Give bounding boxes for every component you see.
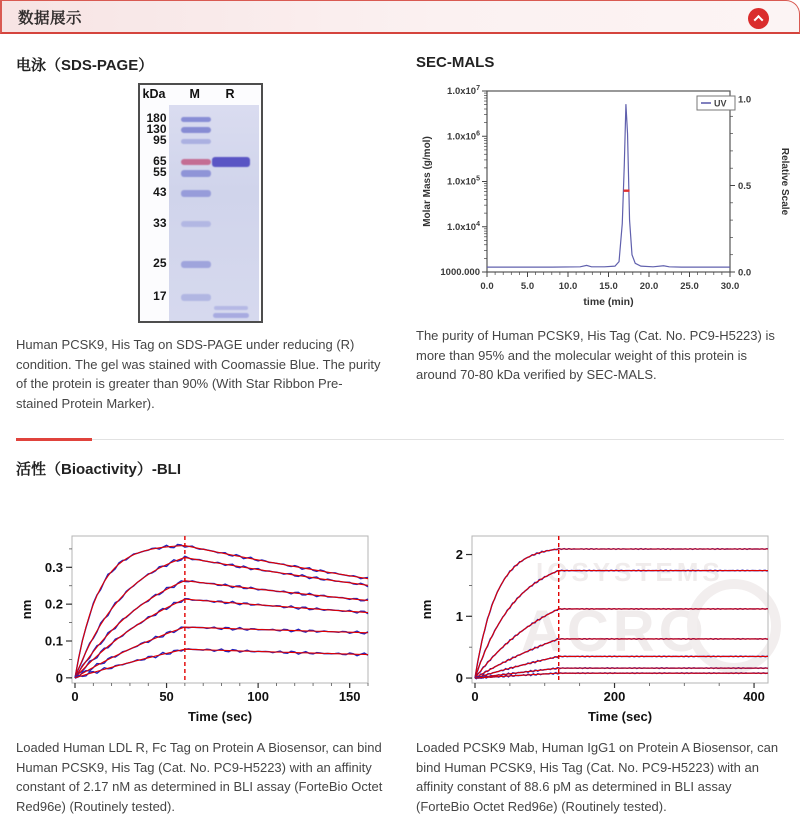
- sds-page-gel-figure: [138, 83, 263, 323]
- bli-ldlr-chart: [16, 521, 400, 727]
- svg-text:0.2: 0.2: [44, 596, 63, 612]
- gel-marker-band: [181, 139, 211, 144]
- svg-text:nm: nm: [419, 599, 434, 620]
- gel-marker-band: [181, 170, 211, 177]
- svg-text:0.0: 0.0: [738, 267, 752, 279]
- divider-red-accent: [16, 438, 92, 441]
- svg-text:time (min): time (min): [583, 296, 634, 308]
- svg-text:15.0: 15.0: [599, 281, 618, 292]
- svg-text:UV: UV: [714, 98, 727, 109]
- gel-marker-band: [181, 261, 211, 268]
- svg-text:Molar Mass (g/mol): Molar Mass (g/mol): [422, 136, 433, 227]
- sds-page-caption: Human PCSK9, His Tag on SDS-PAGE under reducing (R) condition. The gel was stained with Coomassie Blue. The purity of the protein is greater than 90% (With Star Ribbon Pre-stained Protein Marker).: [16, 337, 381, 411]
- svg-text:50: 50: [159, 689, 174, 704]
- sec-mals-section-title: SEC-MALS: [416, 54, 495, 71]
- bli-ldlr-figure: [16, 521, 384, 732]
- gel-sample-band: [214, 306, 248, 310]
- svg-text:0: 0: [471, 689, 479, 704]
- gel-marker-lane-label: M: [189, 87, 200, 101]
- gel-marker-band: [181, 190, 211, 197]
- bli-mab-chart: [416, 521, 800, 727]
- chevron-up-icon: [754, 15, 764, 25]
- svg-text:1.0x106: $1.0x10^6$: [447, 130, 480, 143]
- svg-text:20.0: 20.0: [639, 281, 659, 292]
- svg-text:1.0x107: $1.0x10^7$: [447, 85, 480, 97]
- sec-mals-caption: The purity of Human PCSK9, His Tag (Cat. No. PC9-H5223) is more than 95% and the molecular weight of this protein is around 70-80 kDa verified by SEC-MALS.: [416, 328, 775, 382]
- svg-text:nm: nm: [19, 599, 34, 620]
- svg-text:ACRO: ACRO: [521, 599, 708, 664]
- svg-text:1: 1: [455, 608, 463, 624]
- gel-kda-label: 17: [153, 289, 167, 303]
- bli-mab-section: [400, 479, 800, 816]
- gel-kda-label: 55: [153, 165, 167, 179]
- svg-text:30.0: 30.0: [720, 281, 740, 292]
- sec-mals-figure: [416, 77, 790, 320]
- gel-kda-label: 25: [153, 256, 167, 270]
- gel-marker-band: [181, 127, 211, 133]
- svg-text:Time (sec): Time (sec): [187, 709, 253, 724]
- gel-kda-label: 95: [153, 133, 167, 147]
- svg-text:0.1: 0.1: [44, 633, 63, 649]
- svg-text:1000.000: 1000.000: [440, 267, 480, 278]
- bioactivity-section-title: 活性（Bioactivity）-BLI: [16, 461, 182, 478]
- svg-text:Relative Scale: Relative Scale: [779, 147, 790, 216]
- data-display-content: [0, 54, 800, 816]
- gel-kda-label: 130: [146, 122, 167, 136]
- bli-mab-figure: [416, 521, 784, 732]
- sec-mals-section: [400, 54, 800, 413]
- svg-text:0: 0: [55, 670, 63, 686]
- svg-text:IOSYSTEMS: IOSYSTEMS: [536, 557, 724, 587]
- collapse-section-button[interactable]: [748, 8, 769, 29]
- svg-text:400: 400: [743, 689, 765, 704]
- svg-text:1.0x104: $1.0x10^4$: [447, 220, 480, 233]
- sds-page-section-title: 电泳（SDS-PAGE）: [16, 57, 154, 74]
- bli-figures-row: [0, 479, 800, 816]
- svg-text:0.3: 0.3: [44, 559, 63, 575]
- gel-sample-band: [212, 157, 250, 167]
- gel-kda-label: 43: [153, 185, 167, 199]
- data-display-header-bar: [0, 0, 800, 34]
- gel-unit-label: kDa: [142, 87, 166, 101]
- svg-text:150: 150: [338, 689, 361, 704]
- svg-text:0.5: 0.5: [738, 181, 752, 192]
- sec-mals-chart: [416, 77, 792, 315]
- gel-lane-area: [169, 105, 259, 321]
- gel-sample-band: [213, 313, 249, 318]
- svg-text:25.0: 25.0: [680, 281, 699, 292]
- svg-text:1.0: 1.0: [738, 94, 752, 106]
- svg-text:0.0: 0.0: [480, 281, 494, 292]
- svg-text:0: 0: [71, 689, 79, 704]
- bli-ldlr-caption: Loaded Human LDL R, Fc Tag on Protein A Biosensor, can bind Human PCSK9, His Tag (Cat. No. PC9-H5223) with an affinity constant of 2.17 nM as determined in BLI assay (ForteBio Octet Red96e) (Routinely tested).: [16, 740, 383, 814]
- gel-marker-band: [181, 294, 211, 301]
- bli-mab-caption: Loaded PCSK9 Mab, Human IgG1 on Protein A Biosensor, can bind Human PCSK9, His Tag (Cat. No. PC9-H5223) with an affinity constant of 88.6 pM as determined in BLI assay (ForteBio Octet Red96e) (Routinely tested).: [416, 740, 779, 814]
- gel-kda-label: 33: [153, 216, 167, 230]
- top-figures-row: [0, 54, 800, 413]
- svg-text:200: 200: [603, 689, 626, 704]
- svg-text:5.0: 5.0: [520, 281, 535, 292]
- gel-kda-label: 65: [153, 154, 167, 168]
- section-divider: [16, 439, 784, 440]
- gel-sample-lane-label: R: [225, 87, 235, 101]
- gel-marker-band: [181, 117, 211, 122]
- svg-text:2: 2: [455, 547, 463, 563]
- gel-marker-band: [181, 159, 211, 165]
- svg-text:1.0x105: $1.0x10^5$: [447, 175, 480, 188]
- sds-page-section: [0, 54, 400, 413]
- page-title: 数据展示: [18, 9, 83, 27]
- svg-text:10.0: 10.0: [558, 281, 578, 292]
- bli-ldlr-section: [0, 479, 400, 816]
- svg-text:100: 100: [247, 689, 269, 704]
- svg-text:Time (sec): Time (sec): [587, 709, 653, 724]
- svg-text:0: 0: [455, 670, 463, 686]
- gel-marker-band: [181, 221, 211, 227]
- gel-kda-label: 180: [146, 111, 167, 125]
